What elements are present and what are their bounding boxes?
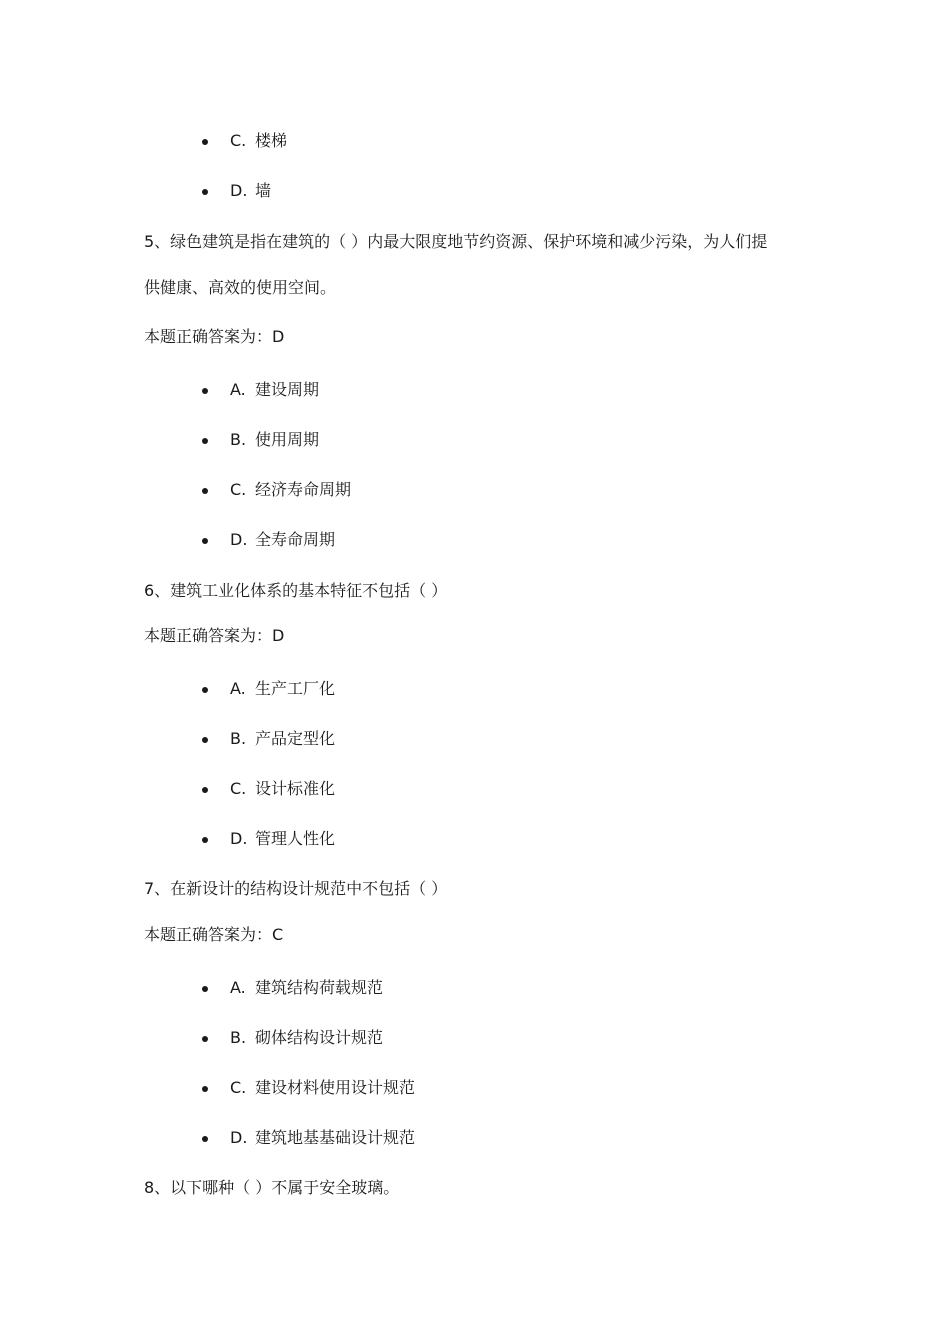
question-7-answer: 本题正确答案为：C [144,925,284,944]
option-letter: D. [230,530,248,549]
option-text: 楼梯 [255,131,288,150]
bullet-icon [202,388,208,394]
option-text: 生产工厂化 [255,679,336,698]
option-letter: D. [230,181,248,200]
option-letter: C. [230,480,247,499]
bullet-icon [202,1036,208,1042]
bullet-icon [202,189,208,195]
option-text: 产品定型化 [255,729,336,748]
option-text: 墙 [255,181,272,200]
option-text: 经济寿命周期 [255,480,352,499]
question-7-text: 7、在新设计的结构设计规范中不包括（ ） [144,879,448,898]
bullet-icon [202,1136,208,1142]
option-text: 全寿命周期 [255,530,336,549]
option-text: 建筑结构荷载规范 [255,978,384,997]
bullet-icon [202,438,208,444]
option-letter: A. [230,679,246,698]
bullet-icon [202,687,208,693]
bullet-icon [202,986,208,992]
question-6-answer: 本题正确答案为：D [144,626,285,645]
bullet-icon [202,139,208,145]
option-text: 管理人性化 [255,829,336,848]
bullet-icon [202,488,208,494]
option-text: 建设周期 [255,380,320,399]
option-letter: A. [230,380,246,399]
bullet-icon [202,787,208,793]
option-text: 建设材料使用设计规范 [255,1078,416,1097]
option-letter: C. [230,1078,247,1097]
question-8-text: 8、以下哪种（ ）不属于安全玻璃。 [144,1178,400,1197]
option-letter: C. [230,131,247,150]
option-text: 砌体结构设计规范 [255,1028,384,1047]
question-5-text: 5、绿色建筑是指在建筑的（ ）内最大限度地节约资源、保护环境和减少污染，为人们提 [144,232,768,251]
option-letter: B. [230,430,247,449]
option-text: 使用周期 [255,430,320,449]
option-text: 建筑地基基础设计规范 [255,1128,416,1147]
question-5-answer: 本题正确答案为：D [144,327,285,346]
option-letter: D. [230,1128,248,1147]
option-letter: B. [230,729,247,748]
question-5-text-cont: 供健康、高效的使用空间。 [144,278,337,297]
bullet-icon [202,1086,208,1092]
bullet-icon [202,737,208,743]
option-text: 设计标准化 [255,779,336,798]
bullet-icon [202,837,208,843]
question-6-text: 6、建筑工业化体系的基本特征不包括（ ） [144,581,448,600]
option-letter: C. [230,779,247,798]
option-letter: A. [230,978,246,997]
bullet-icon [202,538,208,544]
option-letter: D. [230,829,248,848]
option-letter: B. [230,1028,247,1047]
